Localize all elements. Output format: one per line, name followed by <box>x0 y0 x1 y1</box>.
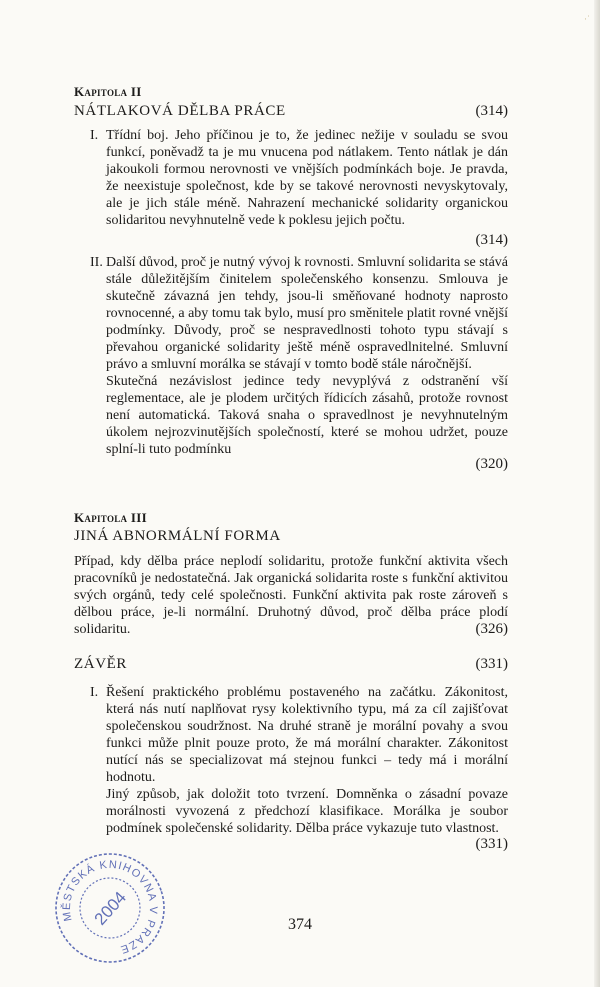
paper-speck: ·˙ <box>584 14 590 24</box>
chapter-3-title: JINÁ ABNORMÁLNÍ FORMA <box>74 528 281 544</box>
chapter-2-item-1 <box>90 127 508 229</box>
item-text: Další důvod, proč je nutný vývoj k rovnosti. Smluvní solidarita se stává stále důležitějším činitelem společenského konsenzu. Smlouva je skutečně závazná jen tehdy, jsou-li směňované hodnoty naprosto rovnocenné, a aby tomu tak bylo, musí pro směnitele platit rovné vnější podmínky. Důvody, proč se nespravedlnosti tohoto typu stávají s převahou organické solidarity ještě méně ospravedlnitelné. Smluvní právo a smluvní morálka se stávají v tomto bodě stále náročnější. <box>106 255 508 372</box>
chapter-2-item-1-page-ref: (314) <box>475 232 508 248</box>
item-number: I. <box>90 685 99 700</box>
chapter-2-label: Kapitola II <box>74 84 142 99</box>
item-number: I. <box>90 128 99 143</box>
page-edge <box>594 0 600 987</box>
chapter-2-page-ref: (314) <box>475 103 508 119</box>
chapter-3-label: Kapitola III <box>74 510 147 525</box>
chapter-3-page-ref: (326) <box>475 621 508 637</box>
stamp-year: 2004 <box>90 887 131 929</box>
item-text-continued: Skutečná nezávislost jedince tedy nevyplývá z odstranění vší reglementace, ale je plodem určitých řídicích zásahů, protože rovnost není automatická. Taková snaha o spravedlnost je nevyhnutelným úkolem nejrozvinutějších společností, které se mohou udržet, pouze splní-li tuto podmínku <box>106 374 508 457</box>
conclusion-item-1-page-ref: (331) <box>475 836 508 852</box>
chapter-2-item-2 <box>90 254 508 458</box>
item-text: Řešení praktického problému postaveného na začátku. Zákonitost, která nás nutí naplňovat rysy kolektivního typu, má za cíl zajišťovat společenskou soudržnost. Na druhé straně je morální povahy a svou funkci může plnit pouze proto, že má morální charakter. Zákonitost nutící nás se specializovat má stejnou funkci – tedy má i morální hodnotu. <box>106 685 508 785</box>
stamp-text: MĚSTSKÁ KNIHOVNA V PRAZE <box>60 858 160 956</box>
conclusion-title: ZÁVĚR <box>74 656 127 672</box>
item-number: II. <box>90 255 103 270</box>
page-number: 374 <box>288 916 312 933</box>
library-stamp <box>52 850 168 966</box>
conclusion-page-ref: (331) <box>475 656 508 672</box>
chapter-2-title: NÁTLAKOVÁ DĚLBA PRÁCE <box>74 103 286 119</box>
conclusion-item-1 <box>90 684 508 837</box>
chapter-2-item-2-page-ref: (320) <box>475 456 508 472</box>
item-text: Třídní boj. Jeho příčinou je to, že jedinec nežije v souladu se svou funkcí, poněvadž ta je mu vnucena pod nátlakem. Tento nátlak je dán jakoukoli formou nerovnosti ve vnějších podmínkách boje. Je pravda, že neexistuje společnost, kde by se takové nerovnosti nevyskytovaly, ale je jich stále méně. Nahrazení mechanické solidarity organickou solidaritou nevyhnutelně vede k poklesu jejich počtu. <box>106 128 508 228</box>
item-text-continued: Jiný způsob, jak doložit toto tvrzení. Domněnka o zásadní povaze morálnosti vyvozená z předchozí klasifikace. Morálka je soubor podmínek společenské solidarity. Dělba práce vykazuje tuto vlastnost. <box>106 787 508 836</box>
chapter-3-text: Případ, kdy dělba práce neplodí solidaritu, protože funkční aktivita všech pracovníků je nedostatečná. Jak organická solidarita roste s funkční aktivitou svých orgánů, tedy celé společnosti. Funkční aktivita pak roste zároveň s dělbou práce, je-li normální. Druhotný důvod, proč dělba práce plodí solidaritu. <box>74 554 508 637</box>
